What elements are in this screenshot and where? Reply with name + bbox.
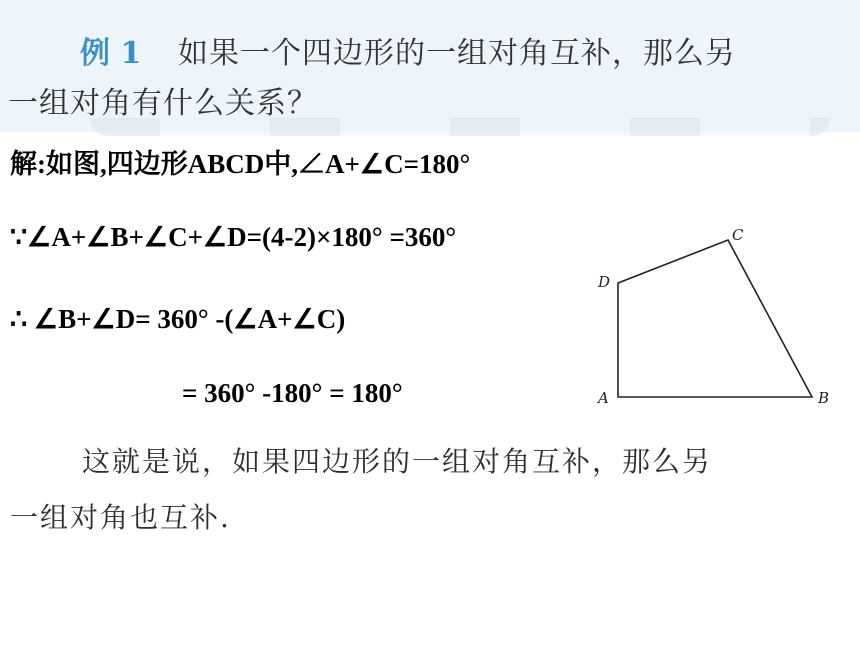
- example-label: 例 1: [80, 36, 142, 71]
- conclusion-line-2: 一组对角也互补.: [10, 501, 231, 534]
- quadrilateral-figure: [580, 215, 840, 415]
- vertex-label-c: C: [732, 226, 744, 244]
- problem-statement-line-2: 一组对角有什么关系？: [8, 86, 318, 121]
- vertex-label-b: B: [818, 389, 830, 407]
- solution-line-2: ∵∠A+∠B+∠C+∠D=(4-2)×180° =360°: [10, 222, 457, 252]
- quadrilateral-abcd: [618, 240, 812, 397]
- solution-line-4: = 360° -180° = 180°: [182, 378, 403, 408]
- conclusion-line-1: 这就是说，如果四边形的一组对角互补，那么另: [82, 445, 713, 478]
- solution-line-1: 解:如图,四边形ABCD中,∠A+∠C=180°: [10, 149, 471, 179]
- vertex-label-d: D: [598, 273, 611, 291]
- vertex-label-a: A: [598, 389, 609, 407]
- problem-statement-line-1: 如果一个四边形的一组对角互补，那么另: [178, 36, 736, 71]
- solution-line-3: ∴ ∠B+∠D= 360° -(∠A+∠C): [10, 304, 346, 334]
